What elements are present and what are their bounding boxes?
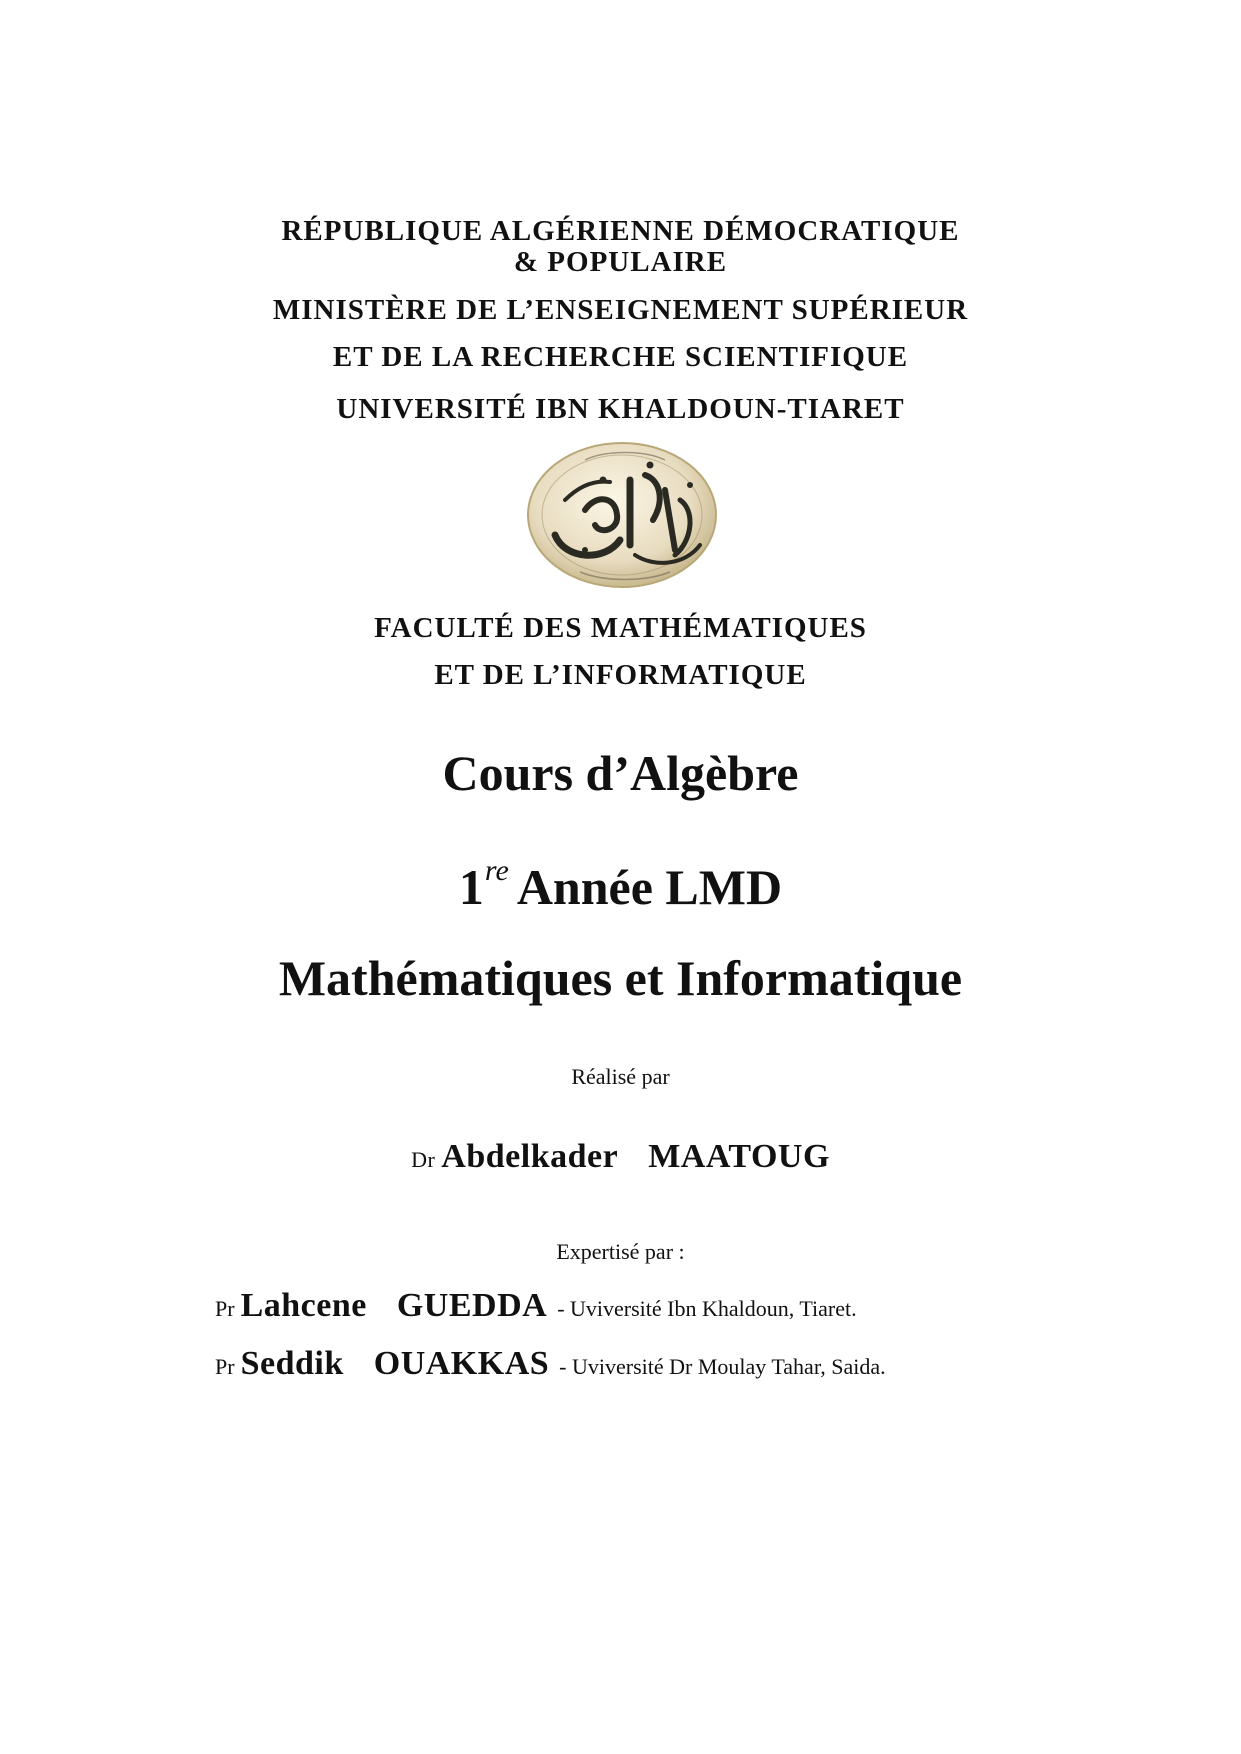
year-number: 1 [458, 859, 484, 915]
faculty-line-2: ET DE L’INFORMATIQUE [434, 659, 807, 691]
expert-affiliation: - Uviversité Dr Moulay Tahar, Saida. [559, 1354, 886, 1379]
expert-prefix: Pr [215, 1354, 235, 1379]
expert-last-name: GUEDDA [396, 1287, 548, 1324]
author-first-name: Abdelkader [441, 1138, 619, 1175]
university-name: UNIVERSITÉ IBN KHALDOUN-TIARET [336, 393, 905, 425]
author-name [0, 1138, 1241, 1176]
expert-first-name: Seddik [240, 1345, 344, 1382]
year-level [0, 854, 1241, 916]
expert-affiliation: - Uviversité Ibn Khaldoun, Tiaret. [557, 1296, 857, 1321]
faculty-line-1: FACULTÉ DES MATHÉMATIQUES [374, 612, 867, 644]
program-title: Mathématiques et Informatique [278, 950, 963, 1006]
author-intro: Réalisé par [571, 1064, 670, 1089]
republic-line-2: & POPULAIRE [513, 246, 728, 278]
year-rest: Année LMD [516, 859, 783, 915]
author-last-name: MAATOUG [648, 1138, 830, 1175]
republic-line-1: RÉPUBLIQUE ALGÉRIENNE DÉMOCRATIQUE [281, 215, 960, 247]
author-prefix: Dr [411, 1147, 436, 1172]
expert-item [215, 1345, 886, 1383]
ministry-line-2: ET DE LA RECHERCHE SCIENTIFIQUE [332, 341, 909, 373]
expert-first-name: Lahcene [240, 1287, 367, 1324]
expert-prefix: Pr [215, 1296, 235, 1321]
year-superscript: re [484, 854, 509, 887]
university-calligraphy-seal-icon [525, 440, 719, 590]
expert-item [215, 1287, 857, 1325]
ministry-line-1: MINISTÈRE DE L’ENSEIGNEMENT SUPÉRIEUR [272, 294, 969, 326]
expert-last-name: OUAKKAS [373, 1345, 550, 1382]
course-title: Cours d’Algèbre [442, 745, 799, 801]
experts-intro: Expertisé par : [556, 1239, 685, 1264]
